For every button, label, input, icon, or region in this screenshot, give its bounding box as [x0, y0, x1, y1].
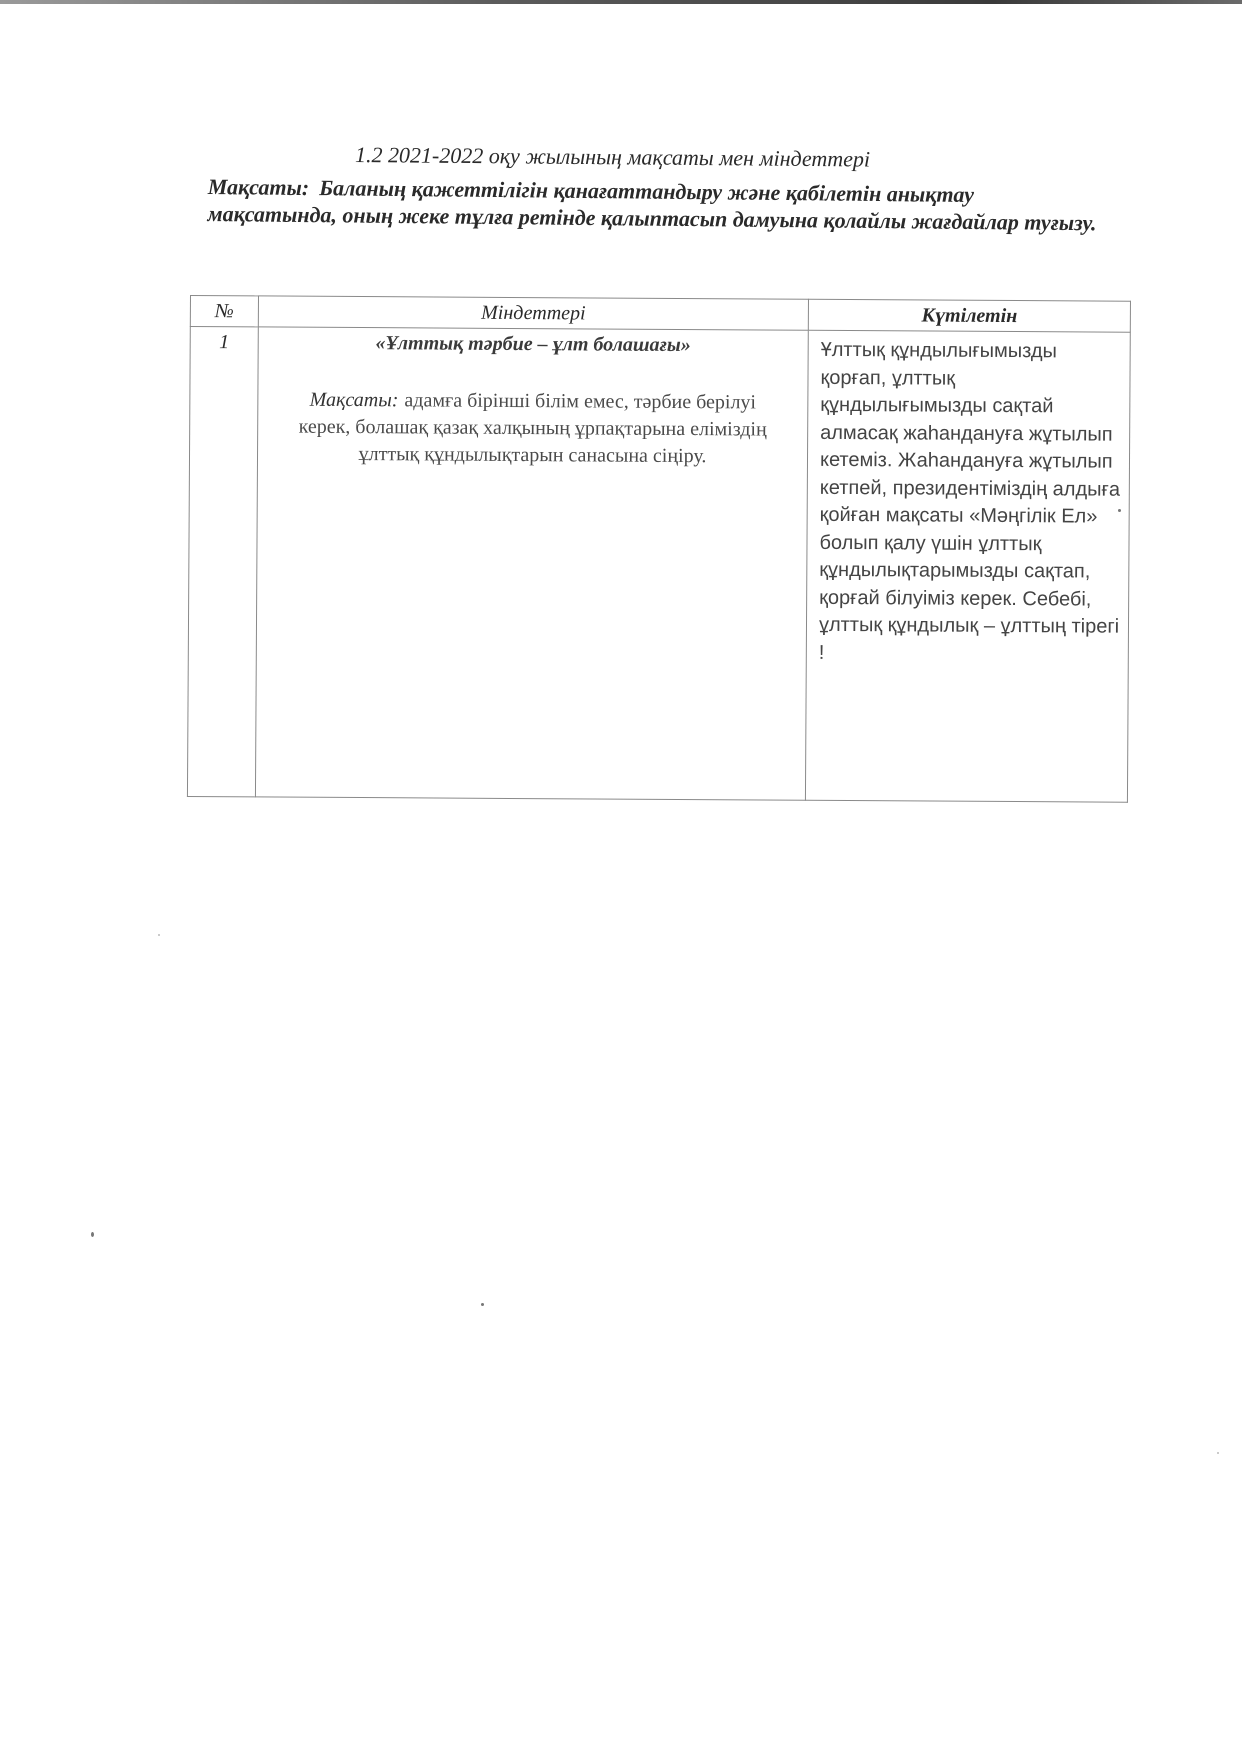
goal-text: Баланың қажеттілігін қанағаттандыру және қабілетін анықтау мақсатында, оның жеке тұлға ретінде қалыптасып дамуына қолайлы жағдайлар туғызу.	[207, 175, 1097, 236]
header-number: №	[190, 296, 258, 327]
section-heading: 1.2 2021-2022 оқу жылының мақсаты мен міндеттері	[354, 142, 871, 172]
scan-top-edge	[0, 0, 1242, 4]
task-goal-label: Мақсаты:	[309, 388, 399, 412]
scan-speck	[91, 1232, 94, 1237]
header-tasks: Міндеттері	[258, 296, 808, 330]
scan-speck	[1217, 1452, 1219, 1454]
goal-paragraph	[207, 173, 1108, 236]
scan-speck	[481, 1303, 484, 1306]
expected-text: Ұлттық құндылығымызды қорғап, ұлттық құндылығымызды сақтай алмасақ жаһандануға жұтылып кетеміз. Жаһандануға жұтылып кетпей, президентіміздің алдыға қойған мақсаты «Мәңгілік Ел» болып қалу үшін ұлттық құндылықтарымызды сақтап, қорғай білуіміз керек. Себебі, ұлттық құндылық – ұлттың тірегі !	[818, 338, 1121, 664]
task-cell	[255, 327, 808, 800]
header-expected: Күтілетін	[808, 299, 1130, 332]
goal-label: Мақсаты:	[207, 173, 310, 201]
expected-cell	[805, 330, 1130, 802]
row-number: 1	[187, 327, 258, 797]
scan-speck	[158, 934, 160, 936]
table-row	[187, 327, 1130, 803]
scan-speck	[1118, 509, 1121, 512]
task-title: «Ұлттық тәрбие – ұлт болашағы»	[375, 332, 691, 357]
task-goal	[294, 387, 771, 471]
tasks-table	[187, 295, 1131, 803]
task-goal-text: адамға бірінші білім емес, тәрбие берілуі керек, болашақ қазақ халқының ұрпақтарына еліміздің ұлттық құндылықтарын санасына сіңіру.	[298, 389, 767, 468]
